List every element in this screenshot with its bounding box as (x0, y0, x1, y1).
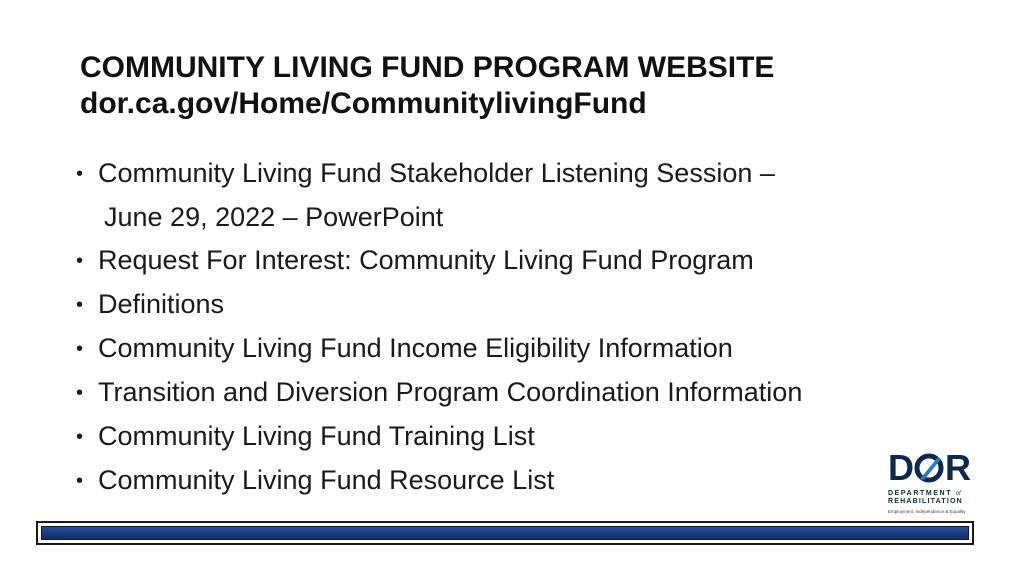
logo-department-line (888, 490, 978, 498)
dor-logo (888, 448, 978, 518)
slide-title: COMMUNITY LIVING FUND PROGRAM WEBSITE (80, 51, 775, 84)
dor-logo-mark (888, 448, 978, 488)
website-url[interactable]: dor.ca.gov/Home/CommunitylivingFund (80, 87, 647, 120)
bullet-item-definitions[interactable] (76, 283, 956, 327)
bullet-dot: • (76, 470, 84, 492)
bullet-item-transition-diversion[interactable] (76, 371, 956, 415)
logo-department-text: DEPARTMENT (888, 490, 953, 497)
bullet-item-training-list[interactable] (76, 415, 956, 459)
bullet-text: Community Living Fund Income Eligibility Information (98, 333, 733, 363)
bullet-text: Transition and Diversion Program Coordination Information (98, 377, 803, 407)
logo-o-swoosh-icon (914, 453, 944, 483)
bullet-dot: • (76, 163, 84, 185)
footer-bar-fill (41, 526, 969, 540)
bullet-dot: • (76, 294, 84, 316)
bullet-dot: • (76, 338, 84, 360)
bullet-continuation: June 29, 2022 – PowerPoint (104, 202, 444, 232)
bullet-item-resource-list[interactable] (76, 459, 956, 503)
bullet-item-income-eligibility[interactable] (76, 327, 956, 371)
bullet-text: Community Living Fund Training List (98, 421, 535, 451)
bullet-text: Community Living Fund Stakeholder Listening Session – (98, 158, 775, 188)
logo-of-text: of (955, 491, 961, 497)
bullet-text: Community Living Fund Resource List (98, 465, 555, 495)
bullet-dot: • (76, 382, 84, 404)
bullet-dot: • (76, 250, 84, 272)
footer-bar (36, 521, 974, 545)
bullet-item-listening-session[interactable] (76, 152, 956, 239)
bullet-item-request-for-interest[interactable] (76, 239, 956, 283)
logo-tagline: Employment, Independence & Equality (888, 509, 966, 514)
bullet-list (76, 152, 956, 503)
logo-letter-r: R (945, 447, 970, 488)
logo-letter-d: D (888, 447, 913, 488)
title-block (80, 50, 960, 122)
bullet-dot: • (76, 426, 84, 448)
logo-rehabilitation-line: REHABILITATION (888, 498, 963, 505)
bullet-text: Definitions (98, 289, 225, 319)
bullet-text: Request For Interest: Community Living Fund Program (98, 245, 754, 275)
